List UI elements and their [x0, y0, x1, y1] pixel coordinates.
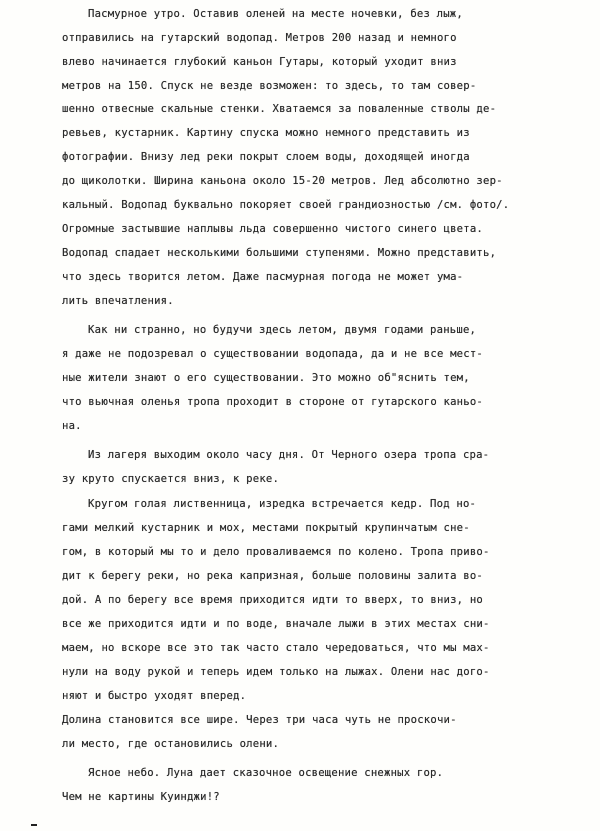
text-line: Чем не картины Куинджи!?: [62, 791, 220, 803]
text-line: Огромные застывшие наплывы льда совершенно чистого синего цвета.: [62, 223, 483, 235]
margin-mark: [31, 824, 37, 826]
text-line: метров на 150. Спуск не везде возможен: то здесь, то там совер-: [62, 80, 477, 92]
text-line: зу круто спускается вниз, к реке.: [62, 473, 280, 485]
text-line: гами мелкий кустарник и мох, местами покрытый крупинчатым сне-: [62, 522, 470, 534]
text-line: Водопад спадает несколькими большими ступенями. Можно представить,: [62, 247, 497, 259]
text-line: Пасмурное утро. Оставив оленей на месте ночевки, без лыж,: [88, 8, 463, 20]
text-line: кальный. Водопад буквально покоряет своей грандиозностью /см. фото/.: [62, 199, 510, 211]
text-line: ные жители знают о его существовании. Это можно об"яснить тем,: [62, 372, 470, 384]
text-line: Как ни странно, но будучи здесь летом, двумя годами раньше,: [88, 324, 477, 336]
text-line: лить впечатления.: [62, 295, 174, 307]
text-line: гом, в который мы то и дело проваливаемся по колено. Тропа приво-: [62, 546, 490, 558]
text-line: влево начинается глубокий каньон Гутары, который уходит вниз: [62, 56, 457, 68]
text-line: Ясное небо. Луна дает сказочное освещение снежных гор.: [88, 767, 444, 779]
text-line: нули на воду рукой и теперь идем только на лыжах. Олени нас дого-: [62, 666, 490, 678]
text-line: Кругом голая лиственница, изредка встречается кедр. Под но-: [88, 498, 477, 510]
text-line: что вьючная оленья тропа проходит в стороне от гутарского каньо-: [62, 396, 483, 408]
text-line: ревьев, кустарник. Картину спуска можно немного представить из: [62, 127, 470, 139]
text-line: отправились на гутарский водопад. Метров 200 назад и немного: [62, 32, 457, 44]
text-line: фотографии. Внизу лед реки покрыт слоем воды, доходящей иногда: [62, 151, 470, 163]
text-line: шенно отвесные скальные стенки. Хватаемся за поваленные стволы де-: [62, 103, 497, 115]
text-line: дит к берегу реки, но река капризная, больше половины залита во-: [62, 570, 483, 582]
text-line: дой. А по берегу все время приходится идти то вверх, то вниз, но: [62, 594, 483, 606]
text-line: няют и быстро уходят вперед.: [62, 690, 247, 702]
text-line: маем, но вскоре все это так часто стало чередоваться, что мы мах-: [62, 642, 490, 654]
text-line: все же приходится идти и по воде, вначале лыжи в этих местах сни-: [62, 618, 490, 630]
text-line: я даже не подозревал о существовании водопада, да и не все мест-: [62, 348, 483, 360]
text-line: ли место, где остановились олени.: [62, 738, 280, 750]
text-line: Из лагеря выходим около часу дня. От Черного озера тропа сра-: [88, 449, 490, 461]
text-line: что здесь творится летом. Даже пасмурная погода не может умa-: [62, 271, 464, 283]
text-line: на.: [62, 420, 82, 432]
text-line: Долина становится все шире. Через три часа чуть не проскочи-: [62, 714, 457, 726]
text-line: до щиколотки. Ширина каньона около 15-20 метров. Лед абсолютно зер-: [62, 175, 503, 187]
